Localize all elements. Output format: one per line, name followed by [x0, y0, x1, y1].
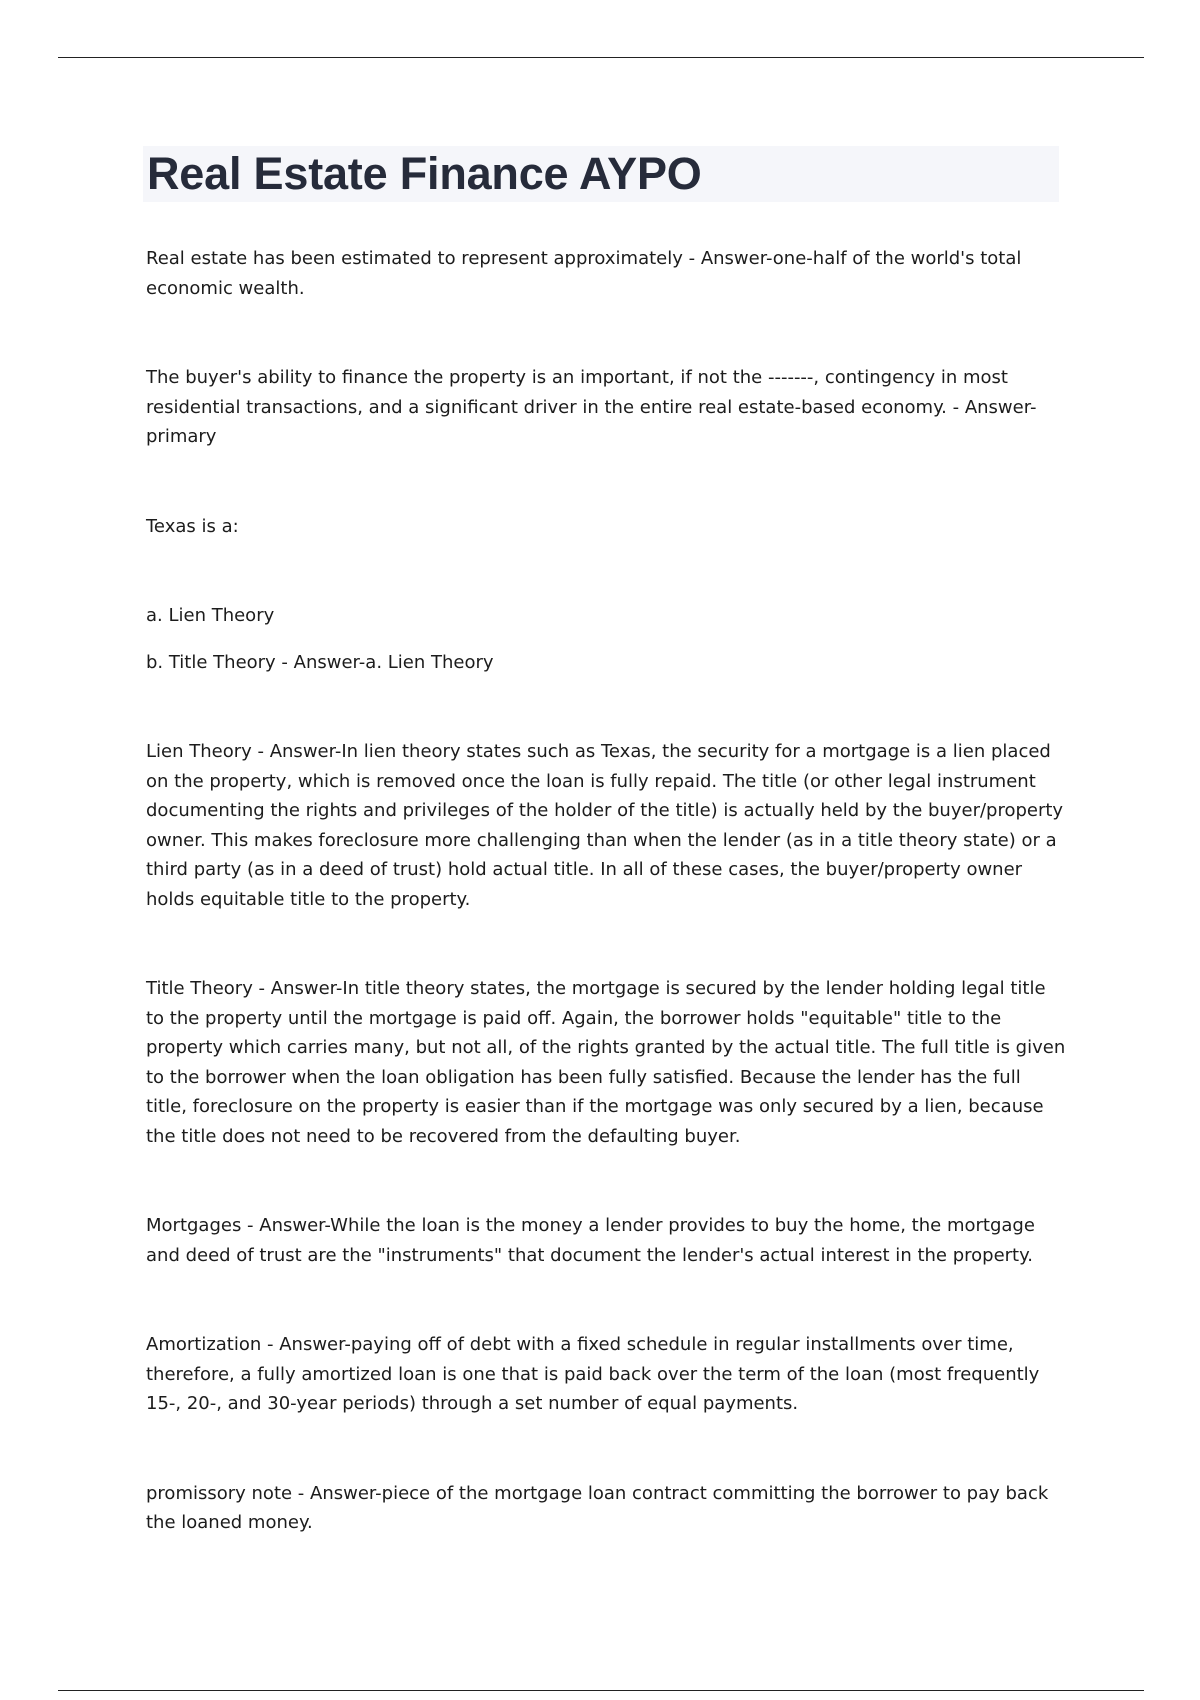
qa-paragraph: Title Theory - Answer-In title theory states, the mortgage is secured by the lender holding legal title to the property until the mortgage is paid off. Again, the borrower holds "equitable" title to the property which carries many, but not all, of the rights granted by the actual title. The full title is given to the borrower when the loan obligation has been fully satisfied. Because the lender has the full title, foreclosure on the property is easier than if the mortgage was only secured by a lien, because the title does not need to be recovered from the defaulting buyer.	[146, 978, 1066, 1147]
qa-paragraph: Texas is a:	[146, 515, 239, 537]
qa-paragraph: Amortization - Answer-paying off of debt with a fixed schedule in regular installments over time, therefore, a fully amortized loan is one that is paid back over the term of the loan (most frequently 15-, 20-, and 30-year periods) through a set number of equal payments.	[146, 1334, 1040, 1414]
title-banner	[143, 146, 1059, 202]
bottom-divider	[58, 1690, 1144, 1691]
qa-paragraph: promissory note - Answer-piece of the mortgage loan contract committing the borrower to pay back the loaned money.	[146, 1482, 1049, 1533]
document-title: Real Estate Finance AYPO	[147, 148, 702, 199]
qa-paragraph: Real estate has been estimated to represent approximately - Answer-one-half of the world's total economic wealth.	[146, 248, 1022, 299]
qa-paragraph: The buyer's ability to finance the property is an important, if not the -------, contingency in most residential transactions, and a significant driver in the entire real estate-based economy. - Answer-primary	[146, 367, 1037, 447]
qa-paragraph: Lien Theory - Answer-In lien theory states such as Texas, the security for a mortgage is a lien placed on the property, which is removed once the loan is fully repaid. The title (or other legal instrument documenting the rights and privileges of the holder of the title) is actually held by the buyer/property owner. This makes foreclosure more challenging than when the lender (as in a title theory state) or a third party (as in a deed of trust) hold actual title. In all of these cases, the buyer/property owner holds equitable title to the property.	[146, 741, 1064, 910]
qa-option: a. Lien Theory	[146, 605, 275, 626]
top-divider	[58, 57, 1144, 58]
qa-paragraph: Mortgages - Answer-While the loan is the money a lender provides to buy the home, the mortgage and deed of trust are the "instruments" that document the lender's actual interest in the property.	[146, 1215, 1035, 1266]
qa-option: b. Title Theory - Answer-a. Lien Theory	[146, 651, 494, 673]
document-body	[146, 244, 1066, 1538]
